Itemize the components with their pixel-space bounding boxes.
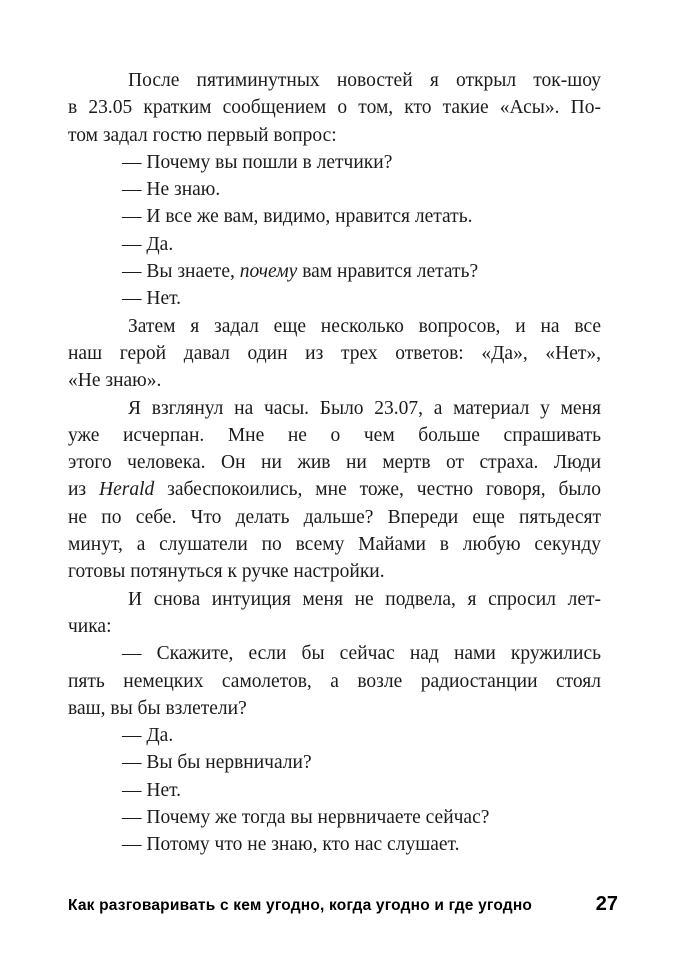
text-line: не по себе. Что делать дальше? Впереди еще пятьдесят: [68, 506, 601, 528]
paragraph-narration: [68, 586, 601, 641]
text-line: — Да.: [122, 233, 174, 255]
text-line: том задал гостю первый вопрос:: [68, 124, 337, 146]
text-line: И снова интуиция меня не подвела, я спросил лет-: [128, 588, 601, 610]
text-line: — Вы знаете, почему вам нравится летать?: [122, 261, 479, 283]
text-line: «Не знаю».: [68, 370, 162, 392]
text-line: — Нет.: [122, 779, 182, 801]
text-line: из Herald забеспокоились, мне тоже, честно говоря, было: [68, 479, 602, 501]
text-line: готовы потянуться к ручке настройки.: [68, 561, 385, 583]
paragraph-dialogue: [68, 831, 601, 858]
paragraph-dialogue: [68, 258, 601, 285]
page-body-text: [68, 67, 601, 859]
text-line: пять немецких самолетов, а возле радиостанции стоял: [68, 670, 601, 692]
paragraph-dialogue: [68, 285, 601, 312]
paragraph-narration: [68, 395, 601, 586]
paragraph-dialogue: [68, 231, 601, 258]
paragraph-dialogue: [68, 777, 601, 804]
paragraph-dialogue: [68, 149, 601, 176]
text-line: — Почему же тогда вы нервничаете сейчас?: [122, 807, 490, 829]
text-line: чика:: [68, 615, 112, 637]
paragraph-dialogue: [68, 640, 601, 722]
paragraph-dialogue: [68, 203, 601, 230]
text-line: — Потому что не знаю, кто нас слушает.: [122, 834, 460, 856]
text-line: Я взглянул на часы. Было 23.07, а материал у меня: [128, 397, 601, 419]
text-line: минут, а слушатели по всему Майами в любую секунду: [68, 534, 601, 556]
paragraph-narration: [68, 67, 601, 149]
paragraph-dialogue: [68, 176, 601, 203]
paragraph-dialogue: [68, 722, 601, 749]
text-line: уже исчерпан. Мне не о чем больше спрашивать: [68, 424, 601, 446]
page-footer: [68, 894, 618, 914]
text-line: После пятиминутных новостей я открыл ток-шоу: [128, 70, 601, 91]
text-line: — Не знаю.: [122, 179, 221, 201]
text-line: — Почему вы пошли в летчики?: [122, 151, 393, 173]
text-line: — И все же вам, видимо, нравится летать.: [122, 206, 473, 228]
text-line: — Вы бы нервничали?: [122, 752, 312, 774]
text-line: ваш, вы бы взлетели?: [68, 697, 247, 719]
text-line: — Скажите, если бы сейчас над нами кружились: [122, 643, 601, 665]
text-line: наш герой давал один из трех ответов: «Да», «Нет»,: [68, 342, 601, 364]
text-line: — Нет.: [122, 288, 182, 310]
paragraph-dialogue: [68, 804, 601, 831]
text-line: Затем я задал еще несколько вопросов, и на все: [128, 315, 601, 337]
text-line: этого человека. Он ни жив ни мертв от страха. Люди: [68, 452, 601, 474]
text-line: — Да.: [122, 725, 174, 747]
page-number: 27: [595, 893, 618, 915]
running-footer-title: Как разговаривать с кем угодно, когда угодно и где угодно: [68, 897, 533, 914]
text-line: в 23.05 кратким сообщением о том, кто такие «Асы». По-: [68, 97, 601, 119]
paragraph-narration: [68, 313, 601, 395]
paragraph-dialogue: [68, 749, 601, 776]
